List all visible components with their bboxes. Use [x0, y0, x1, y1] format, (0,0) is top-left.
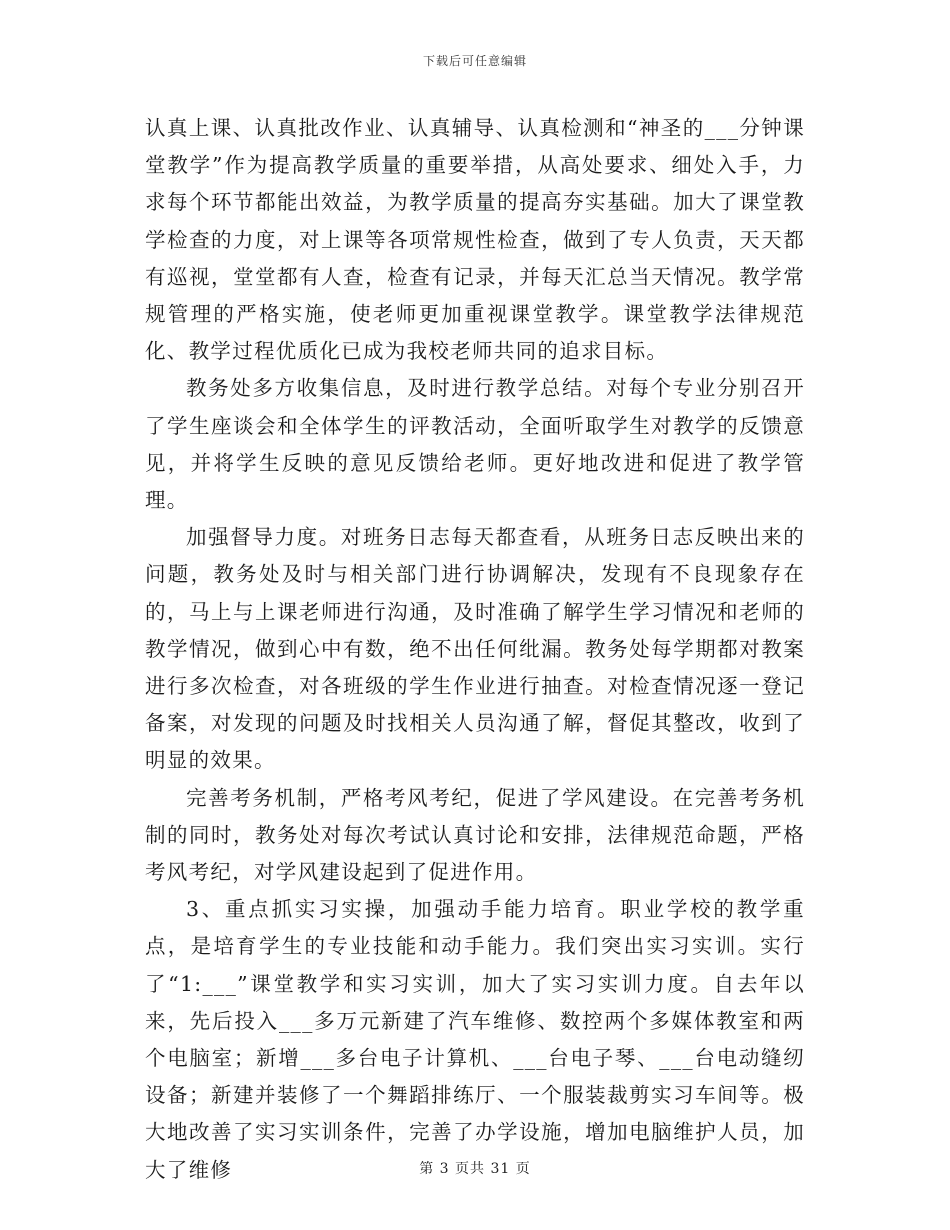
paragraph-4: 完善考务机制，严格考风考纪，促进了学风建设。在完善考务机制的同时，教务处对每次考试认真讨论和安排，法律规范命题，严格考风考纪，对学风建设起到了促进作用。	[145, 785, 805, 885]
paragraph-2: 教务处多方收集信息，及时进行教学总结。对每个专业分别召开了学生座谈会和全体学生的评教活动，全面听取学生对教学的反馈意见，并将学生反映的意见反馈给老师。更好地改进和促进了教学管理。	[145, 376, 805, 513]
page-footer: 第 3 页共 31 页	[419, 1161, 531, 1177]
paragraph-1: 认真上课、认真批改作业、认真辅导、认真检测和“神圣的___分钟课堂教学”作为提高教学质量的重要举措，从高处要求、细处入手，力求每个环节都能出效益，为教学质量的提高夯实基础。加大了课堂教学检查的力度，对上课等各项常规性检查，做到了专人负责，天天都有巡视，堂堂都有人查，检查有记录，并每天汇总当天情况。教学常规管理的严格实施，使老师更加重视课堂教学。课堂教学法律规范化、教学过程优质化已成为我校老师共同的追求目标。	[145, 116, 805, 364]
page-header: 下载后可任意编辑	[422, 54, 527, 68]
document-body	[145, 110, 805, 1189]
paragraph-3: 加强督导力度。对班务日志每天都查看，从班务日志反映出来的问题，教务处及时与相关部门进行协调解决，发现有不良现象存在的，马上与上课老师进行沟通，及时准确了解学生学习情况和老师的教学情况，做到心中有数，绝不出任何纰漏。教务处每学期都对教案进行多次检查，对各班级的学生作业进行抽查。对检查情况逐一登记备案，对发现的问题及时找相关人员沟通了解，督促其整改，收到了明显的效果。	[145, 525, 805, 773]
paragraph-5: 3、重点抓实习实操，加强动手能力培育。职业学校的教学重点，是培育学生的专业技能和动手能力。我们突出实习实训。实行了“1:___”课堂教学和实习实训，加大了实习实训力度。自去年以来，先后投入___多万元新建了汽车维修、数控两个多媒体教室和两个电脑室；新增___多台电子计算机、___台电子琴、___台电动缝纫设备；新建并装修了一个舞蹈排练厅、一个服装裁剪实习车间等。极大地改善了实习实训条件，完善了办学设施，增加电脑维护人员，加大了维修	[145, 897, 805, 1182]
